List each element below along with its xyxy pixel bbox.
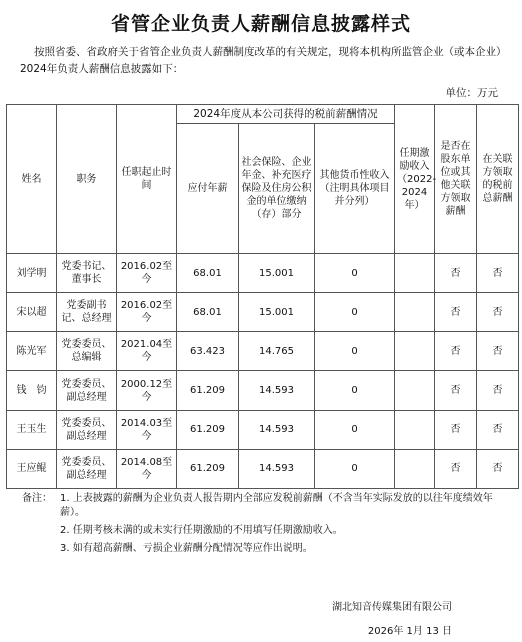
header-salary-group: 2024年度从本公司获得的税前薪酬情况 xyxy=(177,105,395,124)
cell-shareholder-pay: 否 xyxy=(435,410,477,449)
cell-term-incentive xyxy=(395,254,435,293)
cell-other-income: 0 xyxy=(315,332,395,371)
cell-social-insurance: 15.001 xyxy=(239,293,315,332)
note-text: 2. 任期考核未满的或未实行任期激励的不用填写任期激励收入。 xyxy=(60,525,343,536)
note-text: 1. 上表披露的薪酬为企业负责人报告期内全部应发税前薪酬（不含当年实际发放的以往年度绩效年薪）。 xyxy=(60,493,493,518)
header-name: 姓名 xyxy=(7,105,57,254)
header-term-incentive: 任期激励收入（2022-2024年） xyxy=(395,105,435,254)
cell-annual-salary: 63.423 xyxy=(177,332,239,371)
signature-date: 2026年 1月 13 日 xyxy=(367,626,452,637)
table-row xyxy=(7,449,519,488)
cell-shareholder-pay: 否 xyxy=(435,254,477,293)
cell-shareholder-pay: 否 xyxy=(435,371,477,410)
cell-shareholder-pay: 否 xyxy=(435,449,477,488)
table-row xyxy=(7,254,519,293)
header-social-insurance: 社会保险、企业年金、补充医疗保险及住房公积金的单位缴纳（存）部分 xyxy=(239,124,315,254)
header-related-pay: 在关联方领取的税前总薪酬 xyxy=(477,105,519,254)
cell-term-incentive xyxy=(395,293,435,332)
cell-annual-salary: 61.209 xyxy=(177,410,239,449)
cell-position: 党委委员、总编辑 xyxy=(57,332,117,371)
cell-position: 党委委员、副总经理 xyxy=(57,449,117,488)
cell-name: 王玉生 xyxy=(7,410,57,449)
header-term: 任职起止时间 xyxy=(117,105,177,254)
cell-term: 2014.03至今 xyxy=(117,410,177,449)
cell-other-income: 0 xyxy=(315,410,395,449)
cell-term-incentive xyxy=(395,410,435,449)
cell-annual-salary: 61.209 xyxy=(177,449,239,488)
cell-name: 王应鲲 xyxy=(7,449,57,488)
cell-related-pay: 否 xyxy=(477,371,519,410)
cell-related-pay: 否 xyxy=(477,293,519,332)
cell-social-insurance: 14.593 xyxy=(239,371,315,410)
cell-position: 党委委员、副总经理 xyxy=(57,410,117,449)
notes-label: 备注： xyxy=(22,493,52,504)
cell-term: 2014.08至今 xyxy=(117,449,177,488)
header-shareholder-pay: 是否在股东单位或其他关联方领取薪酬 xyxy=(435,105,477,254)
header-position: 职务 xyxy=(57,105,117,254)
cell-related-pay: 否 xyxy=(477,254,519,293)
cell-shareholder-pay: 否 xyxy=(435,332,477,371)
cell-related-pay: 否 xyxy=(477,449,519,488)
note-item xyxy=(22,524,512,538)
cell-term: 2016.02至今 xyxy=(117,293,177,332)
cell-term: 2016.02至今 xyxy=(117,254,177,293)
cell-shareholder-pay: 否 xyxy=(435,293,477,332)
cell-social-insurance: 14.765 xyxy=(239,332,315,371)
cell-other-income: 0 xyxy=(315,371,395,410)
salary-disclosure-table xyxy=(6,104,519,489)
cell-other-income: 0 xyxy=(315,254,395,293)
cell-term-incentive xyxy=(395,449,435,488)
header-annual-salary: 应付年薪 xyxy=(177,124,239,254)
cell-name: 刘学明 xyxy=(7,254,57,293)
table-row xyxy=(7,332,519,371)
header-other-income: 其他货币性收入（注明具体项目并分列） xyxy=(315,124,395,254)
cell-related-pay: 否 xyxy=(477,410,519,449)
cell-social-insurance: 14.593 xyxy=(239,410,315,449)
cell-name: 宋以超 xyxy=(7,293,57,332)
notes-section xyxy=(22,492,512,560)
cell-position: 党委副书记、总经理 xyxy=(57,293,117,332)
cell-term: 2021.04至今 xyxy=(117,332,177,371)
cell-term-incentive xyxy=(395,332,435,371)
unit-label: 单位：万元 xyxy=(445,87,498,99)
table-row xyxy=(7,371,519,410)
table-row xyxy=(7,293,519,332)
cell-name: 陈光军 xyxy=(7,332,57,371)
cell-other-income: 0 xyxy=(315,449,395,488)
cell-name: 钱 钧 xyxy=(7,371,57,410)
note-text: 3. 如有超高薪酬、亏损企业薪酬分配情况等应作出说明。 xyxy=(60,543,313,554)
cell-term-incentive xyxy=(395,371,435,410)
cell-term: 2000.12至今 xyxy=(117,371,177,410)
cell-position: 党委委员、副总经理 xyxy=(57,371,117,410)
cell-related-pay: 否 xyxy=(477,332,519,371)
company-name: 湖北知音传媒集团有限公司 xyxy=(332,602,452,613)
cell-social-insurance: 15.001 xyxy=(239,254,315,293)
cell-position: 党委书记、董事长 xyxy=(57,254,117,293)
table-row xyxy=(7,410,519,449)
note-item xyxy=(22,542,512,556)
cell-other-income: 0 xyxy=(315,293,395,332)
cell-annual-salary: 68.01 xyxy=(177,293,239,332)
cell-annual-salary: 61.209 xyxy=(177,371,239,410)
cell-annual-salary: 68.01 xyxy=(177,254,239,293)
note-item xyxy=(22,492,512,520)
intro-paragraph: 按照省委、省政府关于省管企业负责人薪酬制度改革的有关规定，现将本机构所监管企业（或本企业）2024年负责人薪酬信息披露如下： xyxy=(20,46,502,75)
page-title: 省管企业负责人薪酬信息披露样式 xyxy=(110,13,411,35)
cell-social-insurance: 14.593 xyxy=(239,449,315,488)
